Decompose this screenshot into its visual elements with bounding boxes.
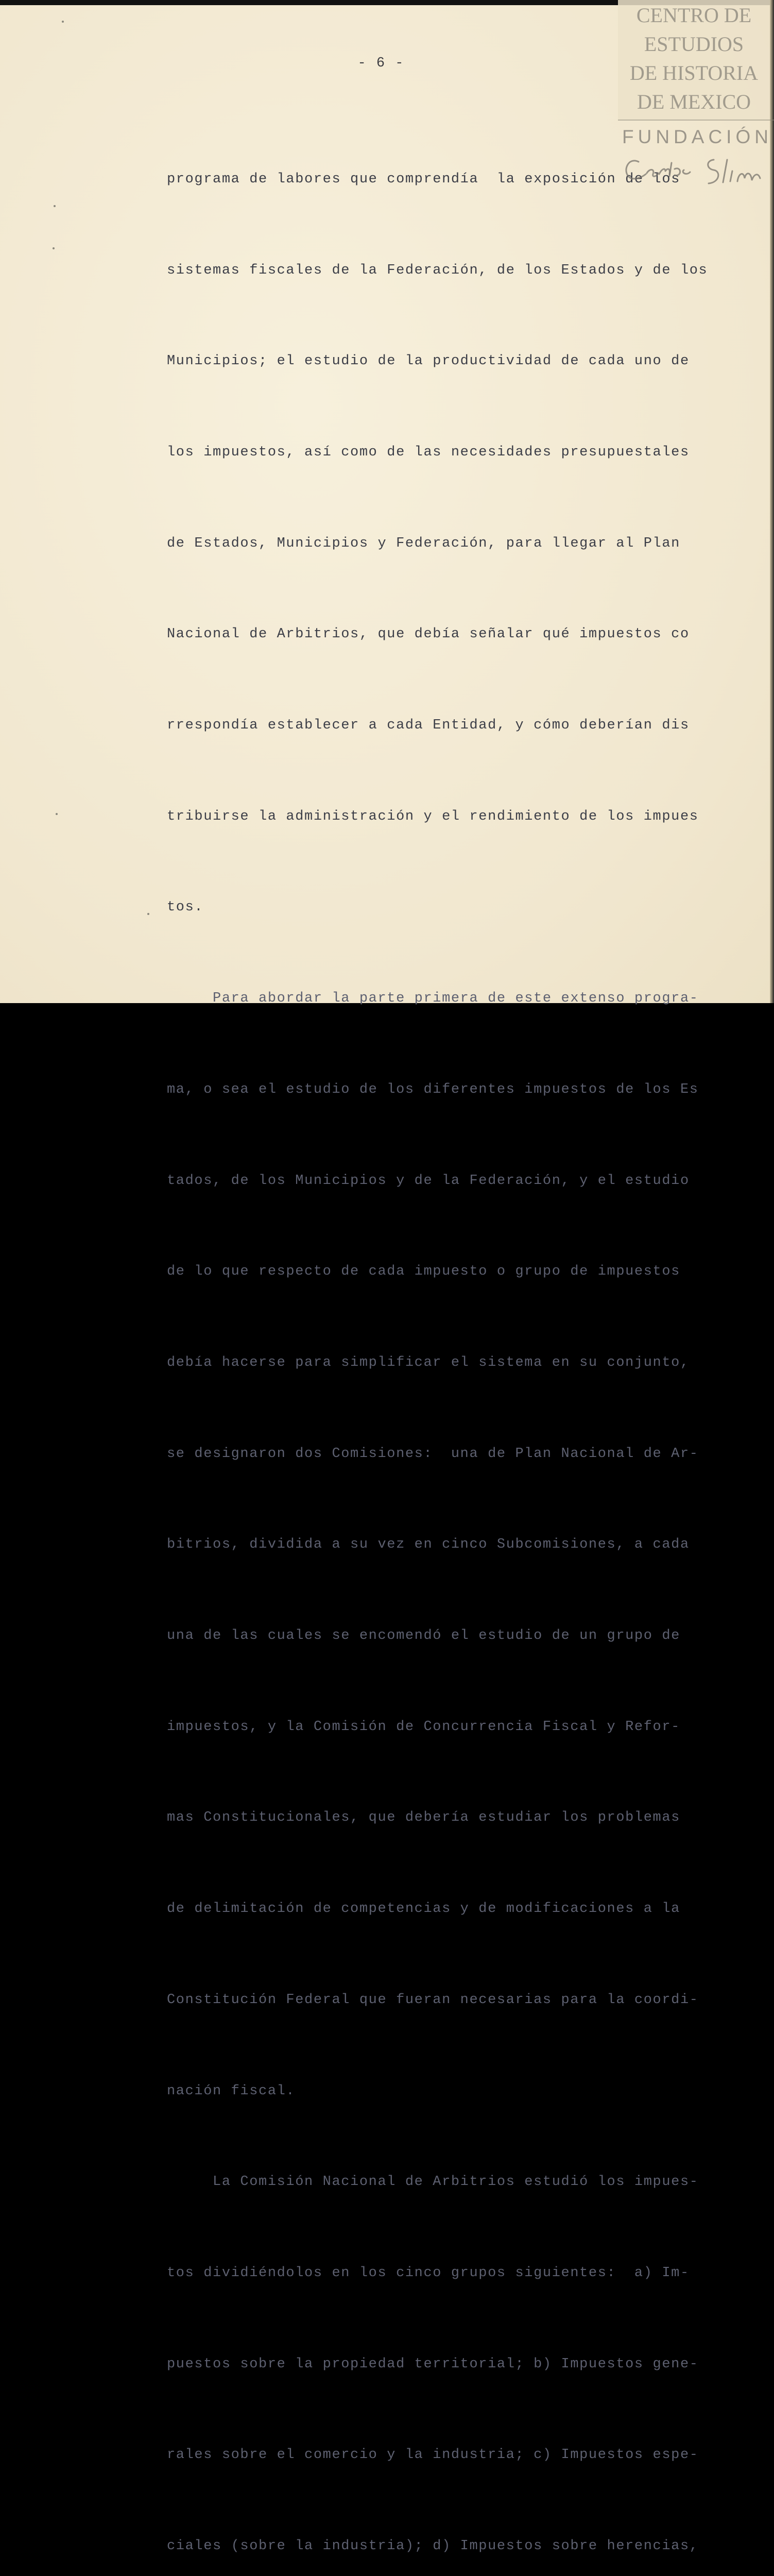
text-line: Para abordar la parte primera de este extenso progra- — [167, 991, 699, 1007]
text-line: La Comisión Nacional de Arbitrios estudió los impues- — [167, 2174, 699, 2190]
watermark-rule — [618, 120, 774, 121]
watermark-line: DE HISTORIA — [629, 61, 759, 84]
text-line: de lo que respecto de cada impuesto o grupo de impuestos — [167, 1264, 680, 1280]
text-line: nación fiscal. — [167, 2083, 296, 2099]
text-line: mas Constitucionales, que debería estudiar los problemas — [167, 1810, 680, 1826]
watermark-line: ESTUDIOS — [644, 32, 744, 56]
page-number: - 6 - — [357, 56, 405, 71]
archive-watermark — [618, 0, 774, 196]
text-line: Constitución Federal que fueran necesarias para la coordi- — [167, 1992, 699, 2008]
watermark-line: CENTRO DE — [636, 4, 752, 27]
scan-speck — [147, 913, 149, 915]
text-line: rales sobre el comercio y la industria; c) Impuestos espe- — [167, 2447, 699, 2463]
text-line: de Estados, Municipios y Federación, para llegar al Plan — [167, 535, 680, 551]
scan-speck — [56, 813, 58, 815]
scan-speck — [62, 21, 64, 23]
text-line: debía hacerse para simplificar el sistema en su conjunto, — [167, 1354, 690, 1370]
watermark-foundation: FUNDACIÓN — [622, 126, 772, 147]
text-line: sistemas fiscales de la Federación, de los Estados y de los — [167, 262, 708, 278]
text-line: ciales (sobre la industria); d) Impuestos sobre herencias, — [167, 2538, 699, 2554]
text-line: tos dividiéndolos en los cinco grupos siguientes: a) Im- — [167, 2265, 690, 2281]
text-line: puestos sobre la propiedad territorial; b) Impuestos gene- — [167, 2356, 699, 2372]
text-line: ma, o sea el estudio de los diferentes impuestos de los Es — [167, 1081, 699, 1097]
text-line: los impuestos, así como de las necesidades presupuestales — [167, 444, 690, 460]
text-line: bitrios, dividida a su vez en cinco Subcomisiones, a cada — [167, 1537, 690, 1553]
text-line: se designaron dos Comisiones: una de Plan Nacional de Ar- — [167, 1446, 699, 1462]
text-line: tos. — [167, 900, 204, 916]
text-line: programa de labores que comprendía la exposición de los — [167, 171, 680, 187]
text-line: de delimitación de competencias y de modificaciones a la — [167, 1901, 680, 1917]
text-line: tribuirse la administración y el rendimiento de los impues — [167, 808, 699, 824]
text-line: tados, de los Municipios y de la Federación, y el estudio — [167, 1173, 690, 1189]
text-line: impuestos, y la Comisión de Concurrencia Fiscal y Refor- — [167, 1719, 680, 1735]
typed-text-body — [167, 104, 708, 2576]
text-line: Municipios; el estudio de la productividad de cada uno de — [167, 353, 690, 369]
watermark-signature — [618, 150, 772, 192]
text-line: una de las cuales se encomendó el estudio de un grupo de — [167, 1628, 680, 1644]
scan-speck — [53, 247, 55, 249]
text-line: rrespondía establecer a cada Entidad, y cómo deberían dis — [167, 718, 690, 734]
scan-speck — [54, 205, 56, 207]
watermark-line: DE MEXICO — [637, 90, 751, 113]
text-line: Nacional de Arbitrios, que debía señalar qué impuestos co — [167, 626, 690, 642]
